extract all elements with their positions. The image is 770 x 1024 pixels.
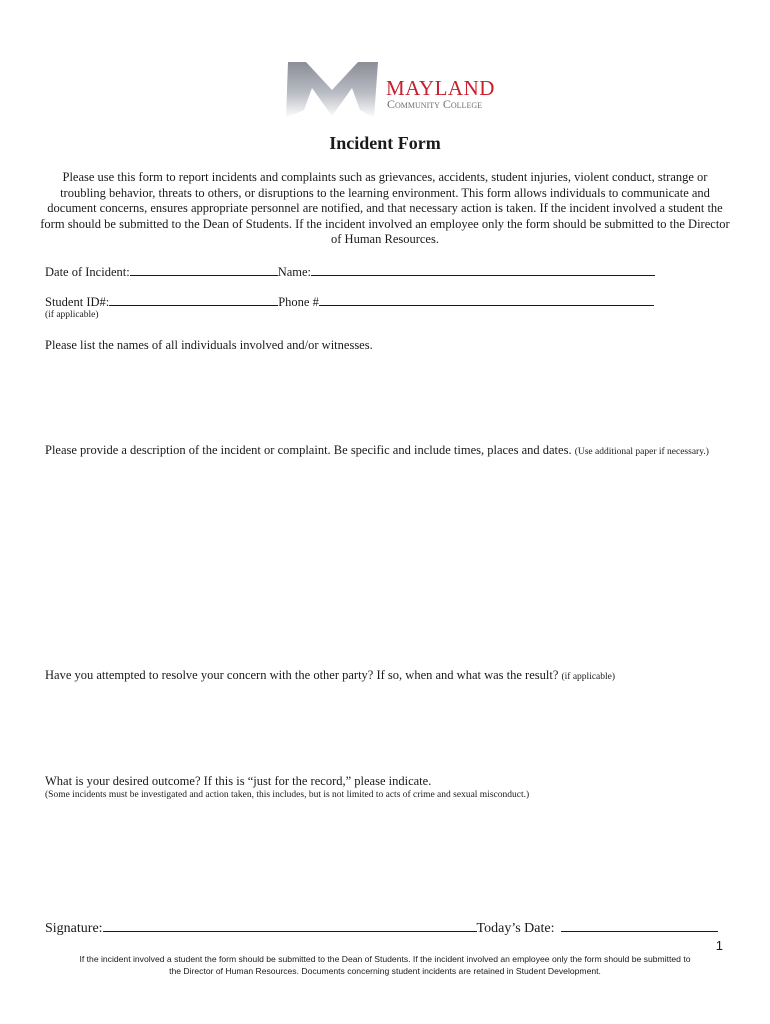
student-id-label: Student ID#: — [45, 295, 110, 309]
date-of-incident-label: Date of Incident: — [45, 265, 130, 279]
if-applicable-note: (if applicable) — [45, 310, 99, 320]
description-note: (Use additional paper if necessary.) — [574, 447, 709, 457]
signature-row — [45, 918, 718, 937]
outcome-note: (Some incidents must be investigated and action taken, this includes, but is not limited to acts of crime and sexual misconduct.) — [45, 790, 530, 800]
logo-name: MAYLAND — [386, 76, 495, 100]
resolve-label: Have you attempted to resolve your concern with the other party? If so, when and what was the result? — [45, 668, 559, 682]
resolve-section — [45, 668, 725, 685]
footer-note — [0, 953, 770, 977]
student-id-field[interactable] — [109, 294, 278, 306]
logo-subtitle: Community College — [387, 97, 482, 111]
student-id-row — [45, 294, 654, 310]
date-of-incident-row — [45, 264, 655, 280]
name-label: Name: — [277, 265, 312, 279]
phone-label: Phone # — [278, 295, 319, 309]
page-number: 1 — [715, 938, 723, 953]
todays-date-field[interactable] — [561, 918, 718, 932]
signature-field[interactable] — [103, 918, 477, 932]
signature-label: Signature: — [45, 921, 103, 936]
intro-paragraph: Please use this form to report incidents and complaints such as grievances, accidents, student injuries, violent conduct, strange or troubling behavior, threats to others, or disruptions to the learning environment. This form allows individuals to communicate and document concerns, ensures appropriate personnel are notified, and that necessary action is taken. If the incident involved a student the form should be submitted to the Dean of Students. If the incident involved an employee only the form should be submitted to the Director of Human Resources. — [40, 170, 730, 247]
phone-field[interactable] — [319, 294, 654, 306]
todays-date-label: Today’s Date: — [476, 921, 555, 936]
description-label: Please provide a description of the incident or complaint. Be specific and include times, places and dates. — [45, 443, 572, 457]
date-of-incident-field[interactable] — [130, 264, 278, 276]
names-section-label: Please list the names of all individuals involved and/or witnesses. — [45, 338, 373, 352]
outcome-label: What is your desired outcome? If this is “just for the record,” please indicate. — [45, 774, 432, 788]
resolve-note: (if applicable) — [561, 672, 616, 682]
name-field[interactable] — [311, 264, 655, 276]
description-section — [45, 443, 725, 460]
form-title: Incident Form — [329, 133, 441, 153]
footer-line-1: If the incident involved a student the form should be submitted to the Dean of Students. If the incident involved an employee only the form should be submitted to — [79, 954, 691, 964]
footer-line-2: the Director of Human Resources. Documents concerning student incidents are retained in Student Development. — [169, 966, 601, 976]
